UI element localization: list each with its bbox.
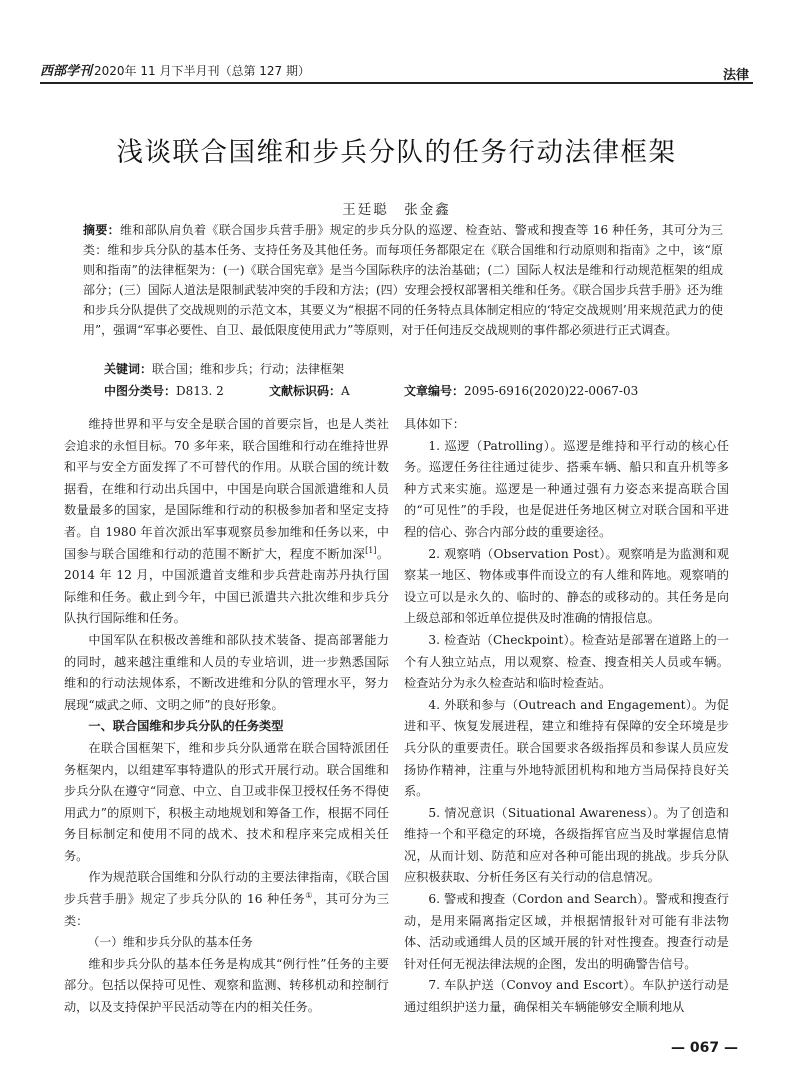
- keywords-text: 联合国；维和步兵；行动；法律框架: [152, 362, 345, 376]
- clc-number: [104, 382, 224, 399]
- paragraph: 维持世界和平与安全是联合国的首要宗旨，也是人类社会追求的永恒目标。70 多年来，联合国维和行动在维持世界和平与安全方面发挥了不可替代的作用。从联合国的统计数据看，在维和行动出兵国中，中国是向联合国派遣维和人员数量最多的国家，是国际维和行动的积极参加者和坚定支持者。自 1980 年首次派出军事观察员参加维和任务以来，中国参与联合国维和行动的范围不断扩大，程度不断加深[1]。2014 年 12 月，中国派遣首支维和步兵营赴南苏丹执行国际维和任务。截止到今年，中国已派遣共六批次维和步兵分队执行国际维和任务。: [64, 417, 390, 626]
- page-number: — 067 —: [671, 1040, 738, 1056]
- body-column-left: [64, 414, 389, 1019]
- task-item: 7. 车队护送（Convoy and Escort）。车队护送行动是通过组织护送力量，确保相关车辆能够安全顺利地从: [404, 978, 729, 1015]
- keywords: [104, 360, 344, 377]
- articleno-value: 2095-6916(2020)22-0067-03: [464, 384, 639, 398]
- article-title: 浅谈联合国维和步兵分队的任务行动法律框架: [116, 137, 677, 168]
- footnote-ref: ①: [305, 891, 314, 900]
- body-column-right: [404, 414, 729, 1019]
- journal-issue: 2020年 11 月下半月刊（总第 127 期）: [94, 64, 310, 78]
- clc-label: 中图分类号：: [104, 384, 177, 398]
- articleno-label: 文章编号：: [404, 384, 465, 398]
- doccode-value: A: [341, 384, 350, 398]
- paragraph: 维和步兵分队的基本任务是构成其“例行性”任务的主要部分。包括以保持可见性、观察和监测、转移机动和控制行动，以及支持保护平民活动等在内的相关任务。: [64, 956, 389, 1015]
- abstract-text: 维和部队肩负着《联合国步兵营手册》规定的步兵分队的巡逻、检查站、警戒和搜查等 16 种任务，其可分为三类：维和步兵分队的基本任务、支持任务及其他任务。而每项任务都限定在《联合国维和行动原则和指南》之中，该“原则和指南”的法律框架为：(一)《联合国宪章》是当今国际秩序的法治基础；(二）国际人权法是维和行动规范框架的组成部分；(三）国际人道法是限制武装冲突的手段和方法；(四）安理会授权部署相关维和任务。《联合国步兵营手册》还为维和步兵分队提供了交战规则的示范文本，其要义为“根据不同的任务特点具体制定相应的‘特定交战规则’用来规范武力的使用”，强调“军事必要性、自卫、最低限度使用武力”等原则，对于任何违反交战规则的事件都必须进行正式调查。: [83, 223, 723, 337]
- article-authors: 王廷聪 张金鑫: [342, 202, 451, 218]
- journal-brand: 西部学刊: [40, 64, 93, 79]
- task-item: 2. 观察哨（Observation Post）。观察哨是为监测和观察某一地区、物体或事件而设立的有人维和阵地。观察哨的设立可以是永久的、临时的、静态的或移动的。其任务是向上级总部和邻近单位提供及时准确的情报信息。: [404, 546, 729, 626]
- paragraph: 具体如下：: [404, 417, 465, 431]
- subsection-heading: （一）维和步兵分队的基本任务: [87, 935, 253, 950]
- task-item: 5. 情况意识（Situational Awareness）。为了创造和维持一个和平稳定的环境，各级指挥官应当及时掌握信息情况，从而计划、防范和应对各种可能出现的挑战。步兵分队应积极获取、分析任务区有关行动的信息情况。: [404, 805, 729, 885]
- doccode-label: 文献标识码：: [269, 384, 342, 398]
- running-header-journal: [40, 60, 310, 79]
- task-item: 3. 检查站（Checkpoint）。检查站是部署在道路上的一个有人独立站点，用以观察、检查、搜查相关人员或车辆。检查站分为永久检查站和临时检查站。: [404, 632, 729, 691]
- section-label: 法律: [722, 68, 749, 83]
- paragraph: 作为规范联合国维和分队行动的主要法律指南，《联合国步兵营手册》规定了步兵分队的 16 种任务①，其可分为三类：: [64, 870, 390, 928]
- abstract-label: 摘要：: [83, 223, 121, 237]
- paragraph: 中国军队在积极改善维和部队技术装备、提高部署能力的同时，越来越注重维和人员的专业培训，进一步熟悉国际维和的行动法规体系，不断改进维和分队的管理水平，努力展现“威武之师、文明之师”的良好形象。: [64, 632, 389, 712]
- task-item: 6. 警戒和搜查（Cordon and Search）。警戒和搜查行动，是用来隔离指定区域，并根据情报针对可能有非法物体、活动或通缉人员的区域开展的针对性搜查。搜查行动是针对任何无视法律法规的企图，发出的明确警告信号。: [404, 892, 729, 971]
- header-rule: [40, 82, 753, 84]
- task-item: 1. 巡逻（Patrolling）。巡逻是维持和平行动的核心任务。巡逻任务往往通过徒步、搭乘车辆、船只和直升机等多种方式来实施。巡逻是一种通过强有力姿态来提高联合国的“可见性”的手段，也是促进任务地区树立对联合国和平进程的信心、弥合内部分歧的重要途径。: [404, 438, 729, 539]
- task-item: 4. 外联和参与（Outreach and Engagement）。为促进和平、恢复发展进程，建立和维持有保障的安全环境是步兵分队的重要责任。联合国要求各级指挥员和参谋人员应发扬协作精神，注重与外地特派团机构和地方当局保持良好关系。: [404, 697, 729, 799]
- paragraph: 在联合国框架下，维和步兵分队通常在联合国特派团任务框架内，以组建军事特遣队的形式开展行动。联合国维和步兵分队在遵守“同意、中立、自卫或非保卫授权任务不得使用武力”的原则下，积极主动地规划和筹备工作，根据不同任务目标制定和使用不同的战术、技术和程序来完成相关任务。: [64, 740, 389, 863]
- clc-value: D813. 2: [176, 384, 224, 398]
- keywords-label: 关键词：: [104, 362, 153, 376]
- document-code: [269, 382, 350, 399]
- article-number: [404, 382, 638, 399]
- citation-ref: [1]: [365, 545, 377, 555]
- section-heading: 一、联合国维和步兵分队的任务类型: [88, 719, 284, 734]
- abstract: [83, 220, 723, 340]
